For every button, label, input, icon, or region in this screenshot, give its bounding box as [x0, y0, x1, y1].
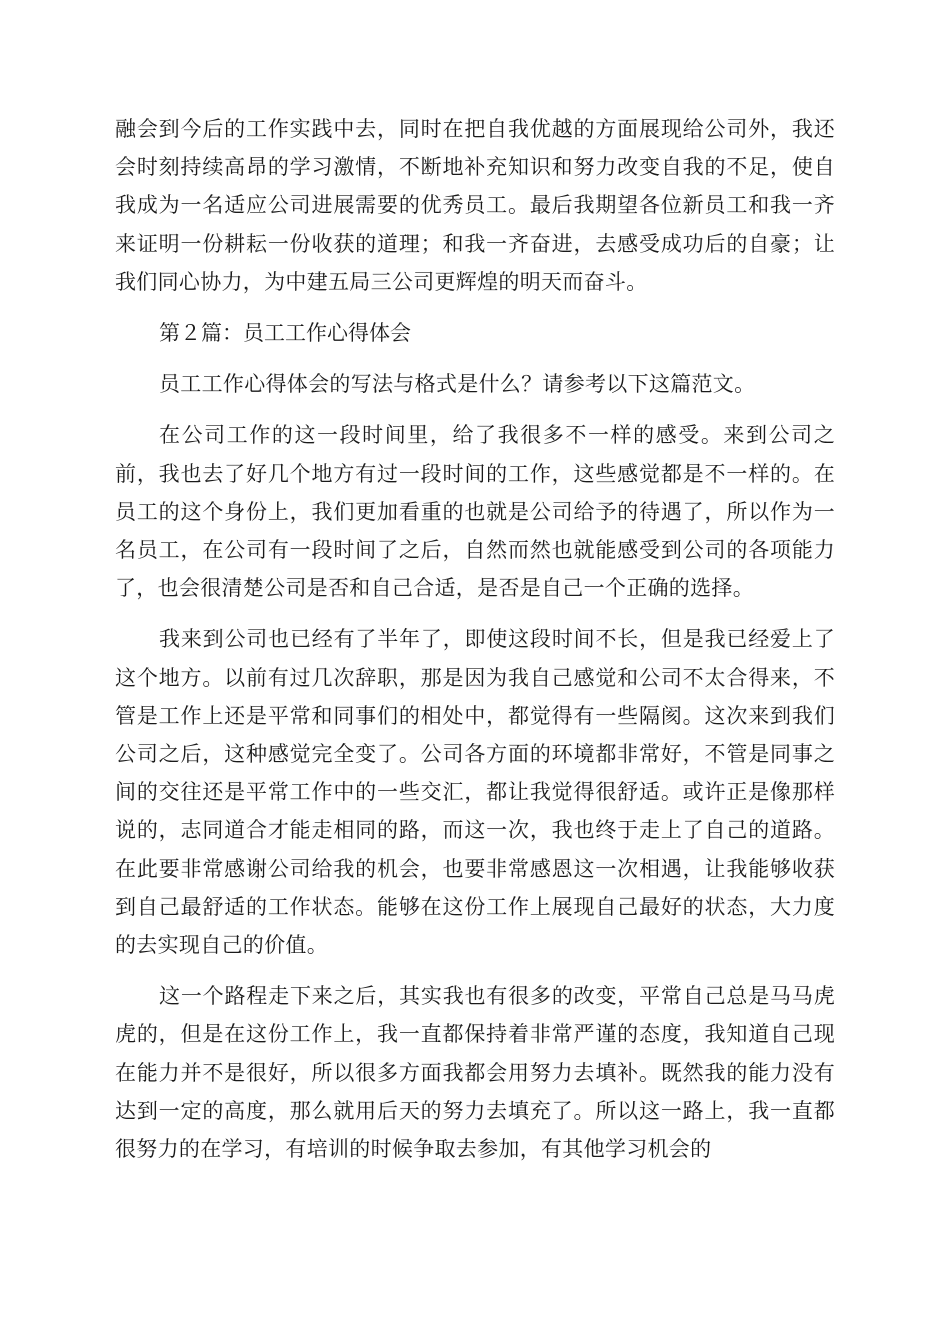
- paragraph-continuation: 融会到今后的工作实践中去，同时在把自我优越的方面展现给公司外，我还会时刻持续高昂的学习激情，不断地补充知识和努力改变自我的不足，使自我成为一名适应公司进展需要的优秀员工。最后我期望各位新员工和我一齐来证明一份耕耘一份收获的道理；和我一齐奋进，去感受成功后的自豪；让我们同心协力，为中建五局三公司更辉煌的明天而奋斗。: [115, 117, 835, 294]
- paragraph: 这一个路程走下来之后，其实我也有很多的改变，平常自己总是马马虎虎的，但是在这份工作上，我一直都保持着非常严谨的态度，我知道自己现在能力并不是很好，所以很多方面我都会用努力去填补。既然我的能力没有达到一定的高度，那么就用后天的努力去填充了。所以这一路上，我一直都很努力的在学习，有培训的时候争取去参加，有其他学习机会的: [115, 984, 835, 1162]
- paragraph-intro: 员工工作心得体会的写法与格式是什么？请参考以下这篇范文。: [159, 372, 756, 397]
- paragraph: 我来到公司也已经有了半年了，即使这段时间不长，但是我已经爱上了这个地方。以前有过几次辞职，那是因为我自己感觉和公司不太合得来，不管是工作上还是平常和同事们的相处中，都觉得有一些隔阂。这次来到我们公司之后，这种感觉完全变了。公司各方面的环境都非常好，不管是同事之间的交往还是平常工作中的一些交汇，都让我觉得很舒适。或许正是像那样说的，志同道合才能走相同的路，而这一次，我也终于走上了自己的道路。在此要非常感谢公司给我的机会，也要非常感恩这一次相遇，让我能够收获到自己最舒适的工作状态。能够在这份工作上展现自己最好的状态，大力度的去实现自己的价值。: [115, 627, 835, 958]
- paragraph: 在公司工作的这一段时间里，给了我很多不一样的感受。来到公司之前，我也去了好几个地方有过一段时间的工作，这些感觉都是不一样的。在员工的这个身份上，我们更加看重的也就是公司给予的待遇了，所以作为一名员工，在公司有一段时间了之后，自然而然也就能感受到公司的各项能力了，也会很清楚公司是否和自己合适，是否是自己一个正确的选择。: [115, 423, 835, 601]
- document-body: [115, 110, 835, 1181]
- section-heading: 第２篇：员工工作心得体会: [159, 321, 411, 346]
